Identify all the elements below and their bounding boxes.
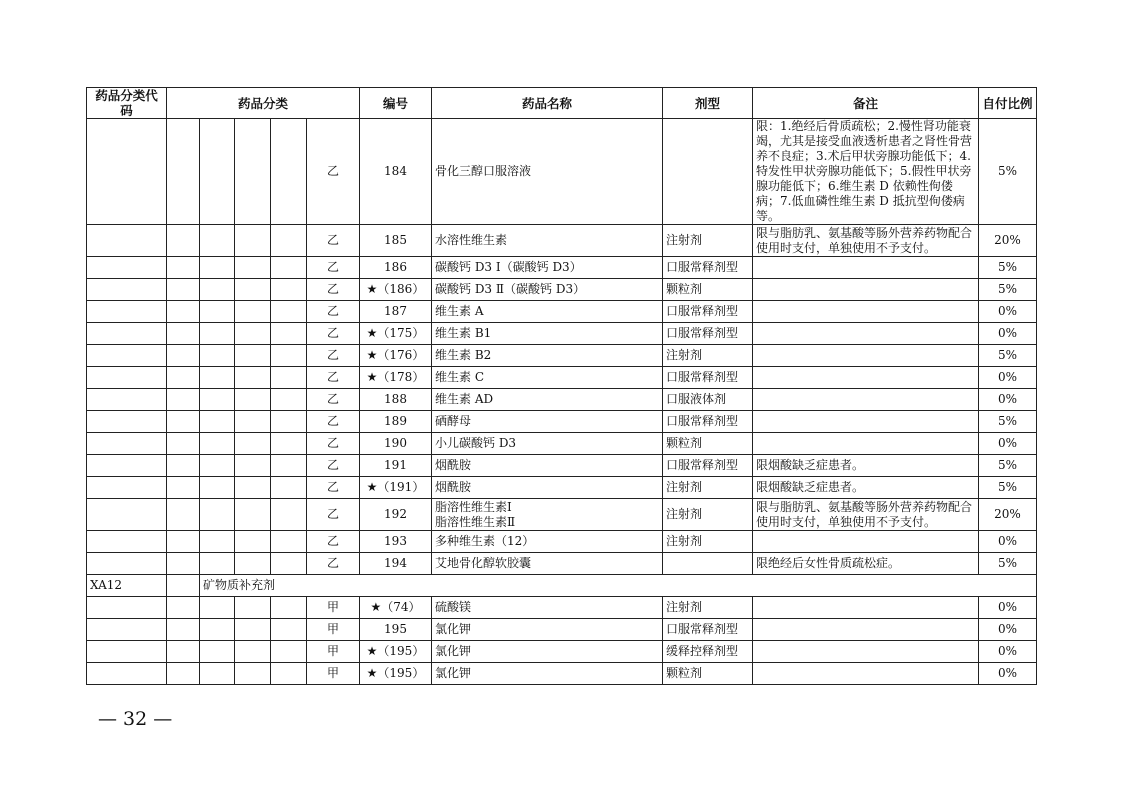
empty-category-cell: [200, 641, 235, 663]
empty-category-cell: [235, 225, 271, 257]
empty-category-cell: [200, 433, 235, 455]
empty-category-cell: [87, 257, 167, 279]
empty-category-cell: [235, 433, 271, 455]
empty-category-cell: [271, 663, 307, 685]
grade-cell: 乙: [307, 301, 360, 323]
remarks-cell: 限与脂肪乳、氨基酸等肠外营养药物配合使用时支付，单独使用不予支付。: [753, 225, 979, 257]
remarks-cell: [753, 367, 979, 389]
empty-category-cell: [235, 455, 271, 477]
copay-cell: 0%: [979, 531, 1037, 553]
copay-cell: 0%: [979, 323, 1037, 345]
name-cell: 碳酸钙 D3 Ⅱ（碳酸钙 D3）: [432, 279, 663, 301]
empty-category-cell: [235, 499, 271, 531]
empty-category-cell: [235, 389, 271, 411]
table-row: [87, 499, 1037, 531]
remarks-cell: [753, 663, 979, 685]
copay-cell: 0%: [979, 597, 1037, 619]
number-cell: 194: [360, 553, 432, 575]
name-cell: 水溶性维生素: [432, 225, 663, 257]
vitamin-rows: [87, 119, 1037, 575]
form-cell: 注射剂: [663, 225, 753, 257]
remarks-cell: [753, 641, 979, 663]
table-row: [87, 323, 1037, 345]
form-cell: 颗粒剂: [663, 279, 753, 301]
table-row: [87, 225, 1037, 257]
empty-category-cell: [167, 641, 200, 663]
form-cell: 口服常释剂型: [663, 411, 753, 433]
empty-category-cell: [200, 345, 235, 367]
table-row: [87, 367, 1037, 389]
empty-category-cell: [271, 499, 307, 531]
table-row: [87, 619, 1037, 641]
name-cell: 氯化钾: [432, 619, 663, 641]
grade-cell: 甲: [307, 619, 360, 641]
empty-category-cell: [271, 597, 307, 619]
table-row: [87, 389, 1037, 411]
empty-category-cell: [87, 499, 167, 531]
form-cell: 口服常释剂型: [663, 367, 753, 389]
name-cell: 小儿碳酸钙 D3: [432, 433, 663, 455]
copay-cell: 0%: [979, 301, 1037, 323]
grade-cell: 乙: [307, 553, 360, 575]
name-cell: 多种维生素（12）: [432, 531, 663, 553]
name-cell: 维生素 B1: [432, 323, 663, 345]
form-cell: 颗粒剂: [663, 433, 753, 455]
remarks-cell: [753, 279, 979, 301]
copay-cell: 5%: [979, 411, 1037, 433]
empty-category-cell: [87, 663, 167, 685]
section-title: 矿物质补充剂: [200, 575, 1037, 597]
form-cell: 口服液体剂: [663, 389, 753, 411]
form-cell: 注射剂: [663, 531, 753, 553]
empty-category-cell: [271, 389, 307, 411]
table-row: [87, 279, 1037, 301]
empty-category-cell: [235, 301, 271, 323]
number-cell: ★（74）: [360, 597, 432, 619]
grade-cell: 乙: [307, 367, 360, 389]
empty-category-cell: [87, 477, 167, 499]
empty-category-cell: [235, 641, 271, 663]
empty-category-cell: [167, 389, 200, 411]
empty-category-cell: [167, 455, 200, 477]
grade-cell: 乙: [307, 477, 360, 499]
empty-category-cell: [167, 345, 200, 367]
name-cell: 维生素 A: [432, 301, 663, 323]
empty-category-cell: [271, 619, 307, 641]
empty-category-cell: [167, 531, 200, 553]
remarks-cell: [753, 301, 979, 323]
number-cell: 185: [360, 225, 432, 257]
empty-category-cell: [271, 323, 307, 345]
copay-cell: 5%: [979, 279, 1037, 301]
empty-category-cell: [200, 323, 235, 345]
empty-category-cell: [200, 455, 235, 477]
empty-category-cell: [87, 279, 167, 301]
empty-category-cell: [271, 531, 307, 553]
grade-cell: 乙: [307, 411, 360, 433]
empty-category-cell: [167, 597, 200, 619]
empty-category-cell: [87, 553, 167, 575]
empty-category-cell: [200, 411, 235, 433]
empty-category-cell: [200, 389, 235, 411]
remarks-cell: [753, 257, 979, 279]
copay-cell: 0%: [979, 663, 1037, 685]
copay-cell: 0%: [979, 433, 1037, 455]
empty-category-cell: [200, 279, 235, 301]
empty-category-cell: [235, 663, 271, 685]
empty-category-cell: [87, 367, 167, 389]
remarks-cell: [753, 389, 979, 411]
number-cell: 186: [360, 257, 432, 279]
number-cell: ★（186）: [360, 279, 432, 301]
number-cell: ★（176）: [360, 345, 432, 367]
empty-category-cell: [87, 119, 167, 225]
grade-cell: 乙: [307, 389, 360, 411]
empty-category-cell: [200, 477, 235, 499]
empty-category-cell: [271, 345, 307, 367]
copay-cell: 5%: [979, 257, 1037, 279]
table-row: [87, 663, 1037, 685]
table-row: [87, 257, 1037, 279]
copay-cell: 0%: [979, 389, 1037, 411]
empty-category-cell: [235, 119, 271, 225]
empty-category-cell: [87, 301, 167, 323]
empty-category-cell: [235, 367, 271, 389]
form-cell: 口服常释剂型: [663, 455, 753, 477]
form-cell: 注射剂: [663, 597, 753, 619]
number-cell: 189: [360, 411, 432, 433]
copay-cell: 0%: [979, 367, 1037, 389]
empty-category-cell: [167, 367, 200, 389]
number-cell: ★（195）: [360, 663, 432, 685]
empty-category-cell: [167, 433, 200, 455]
name-cell: 维生素 C: [432, 367, 663, 389]
section-row-group: [87, 575, 1037, 597]
grade-cell: 乙: [307, 257, 360, 279]
grade-cell: 乙: [307, 279, 360, 301]
empty-category-cell: [271, 641, 307, 663]
number-cell: 192: [360, 499, 432, 531]
empty-category-cell: [235, 531, 271, 553]
name-cell: 脂溶性维生素Ⅰ 脂溶性维生素Ⅱ: [432, 499, 663, 531]
remarks-cell: 限：1.绝经后骨质疏松；2.慢性肾功能衰竭，尤其是接受血液透析患者之肾性骨营养不良症；3.术后甲状旁腺功能低下；4.特发性甲状旁腺功能低下；5.假性甲状旁腺功能低下；6.维生素 D 依赖性佝偻病；7.低血磷性维生素 D 抵抗型佝偻病等。: [753, 119, 979, 225]
grade-cell: 甲: [307, 641, 360, 663]
name-cell: 硫酸镁: [432, 597, 663, 619]
table-row: [87, 597, 1037, 619]
copay-cell: 5%: [979, 345, 1037, 367]
drug-catalog-table: [86, 87, 1037, 685]
empty-category-cell: [235, 597, 271, 619]
empty-category-cell: [271, 257, 307, 279]
remarks-cell: [753, 531, 979, 553]
table-row: [87, 345, 1037, 367]
mineral-rows: [87, 597, 1037, 685]
copay-cell: 5%: [979, 455, 1037, 477]
empty-category-cell: [200, 257, 235, 279]
grade-cell: 乙: [307, 225, 360, 257]
header-category: 药品分类: [167, 88, 360, 119]
copay-cell: 5%: [979, 119, 1037, 225]
name-cell: 碳酸钙 D3 Ⅰ（碳酸钙 D3）: [432, 257, 663, 279]
number-cell: 190: [360, 433, 432, 455]
empty-category-cell: [87, 345, 167, 367]
table-row: [87, 301, 1037, 323]
empty-category-cell: [200, 225, 235, 257]
empty-category-cell: [200, 119, 235, 225]
number-cell: ★（195）: [360, 641, 432, 663]
form-cell: 注射剂: [663, 499, 753, 531]
grade-cell: 甲: [307, 597, 360, 619]
empty-category-cell: [87, 455, 167, 477]
empty-category-cell: [167, 257, 200, 279]
empty-category-cell: [235, 257, 271, 279]
empty-category-cell: [235, 619, 271, 641]
grade-cell: 乙: [307, 433, 360, 455]
name-cell: 烟酰胺: [432, 477, 663, 499]
table-row: [87, 553, 1037, 575]
empty-category-cell: [167, 663, 200, 685]
number-cell: 184: [360, 119, 432, 225]
empty-category-cell: [200, 367, 235, 389]
empty-category-cell: [271, 455, 307, 477]
empty-category-cell: [271, 411, 307, 433]
header-remarks: 备注: [753, 88, 979, 119]
copay-cell: 0%: [979, 619, 1037, 641]
page-number: — 32 —: [98, 708, 173, 730]
remarks-cell: 限与脂肪乳、氨基酸等肠外营养药物配合使用时支付，单独使用不予支付。: [753, 499, 979, 531]
empty-category-cell: [235, 279, 271, 301]
remarks-cell: 限绝经后女性骨质疏松症。: [753, 553, 979, 575]
remarks-cell: [753, 411, 979, 433]
empty-category-cell: [200, 301, 235, 323]
copay-cell: 0%: [979, 641, 1037, 663]
empty-category-cell: [271, 477, 307, 499]
form-cell: 注射剂: [663, 345, 753, 367]
empty-category-cell: [271, 433, 307, 455]
empty-category-cell: [271, 301, 307, 323]
grade-cell: 乙: [307, 345, 360, 367]
header-name: 药品名称: [432, 88, 663, 119]
number-cell: ★（175）: [360, 323, 432, 345]
table-row: [87, 433, 1037, 455]
form-cell: 口服常释剂型: [663, 619, 753, 641]
name-cell: 艾地骨化醇软胶囊: [432, 553, 663, 575]
number-cell: 195: [360, 619, 432, 641]
empty-category-cell: [200, 663, 235, 685]
table-row: [87, 455, 1037, 477]
name-cell: 骨化三醇口服溶液: [432, 119, 663, 225]
copay-cell: 20%: [979, 499, 1037, 531]
form-cell: 注射剂: [663, 477, 753, 499]
name-cell: 氯化钾: [432, 663, 663, 685]
name-cell: 维生素 AD: [432, 389, 663, 411]
empty-category-cell: [167, 279, 200, 301]
remarks-cell: [753, 597, 979, 619]
grade-cell: 乙: [307, 531, 360, 553]
empty-category-cell: [167, 225, 200, 257]
name-cell: 硒酵母: [432, 411, 663, 433]
form-cell: [663, 553, 753, 575]
empty-category-cell: [87, 389, 167, 411]
form-cell: 口服常释剂型: [663, 323, 753, 345]
number-cell: 193: [360, 531, 432, 553]
copay-cell: 5%: [979, 477, 1037, 499]
form-cell: 缓释控释剂型: [663, 641, 753, 663]
copay-cell: 20%: [979, 225, 1037, 257]
table-row: [87, 119, 1037, 225]
empty-category-cell: [87, 411, 167, 433]
number-cell: 188: [360, 389, 432, 411]
empty-category-cell: [271, 279, 307, 301]
number-cell: ★（191）: [360, 477, 432, 499]
empty-category-cell: [87, 641, 167, 663]
remarks-cell: [753, 619, 979, 641]
number-cell: ★（178）: [360, 367, 432, 389]
table-row: [87, 641, 1037, 663]
grade-cell: 乙: [307, 455, 360, 477]
remarks-cell: 限烟酸缺乏症患者。: [753, 455, 979, 477]
empty-category-cell: [167, 499, 200, 531]
copay-cell: 5%: [979, 553, 1037, 575]
remarks-cell: 限烟酸缺乏症患者。: [753, 477, 979, 499]
empty-category-cell: [167, 301, 200, 323]
empty-category-cell: [167, 323, 200, 345]
name-cell: 氯化钾: [432, 641, 663, 663]
table-row: [87, 477, 1037, 499]
table-row: [87, 531, 1037, 553]
empty-category-cell: [235, 477, 271, 499]
empty-category-cell: [87, 619, 167, 641]
empty-category-cell: [235, 553, 271, 575]
section-row: [87, 575, 1037, 597]
empty-category-cell: [167, 553, 200, 575]
empty-category-cell: [87, 323, 167, 345]
empty-category-cell: [271, 119, 307, 225]
header-code: 药品分类代码: [87, 88, 167, 119]
header-number: 编号: [360, 88, 432, 119]
section-code: XA12: [87, 575, 167, 597]
empty-category-cell: [167, 119, 200, 225]
name-cell: 维生素 B2: [432, 345, 663, 367]
empty-category-cell: [271, 553, 307, 575]
header-copay: 自付比例: [979, 88, 1037, 119]
remarks-cell: [753, 323, 979, 345]
empty-category-cell: [167, 411, 200, 433]
empty-category-cell: [167, 477, 200, 499]
empty-category-cell: [271, 367, 307, 389]
grade-cell: 乙: [307, 323, 360, 345]
form-cell: [663, 119, 753, 225]
number-cell: 187: [360, 301, 432, 323]
remarks-cell: [753, 433, 979, 455]
empty-category-cell: [200, 597, 235, 619]
form-cell: 颗粒剂: [663, 663, 753, 685]
empty-category-cell: [235, 345, 271, 367]
empty-category-cell: [235, 323, 271, 345]
form-cell: 口服常释剂型: [663, 301, 753, 323]
empty-category-cell: [200, 531, 235, 553]
header-form: 剂型: [663, 88, 753, 119]
remarks-cell: [753, 345, 979, 367]
number-cell: 191: [360, 455, 432, 477]
name-cell: 烟酰胺: [432, 455, 663, 477]
empty-category-cell: [87, 433, 167, 455]
form-cell: 口服常释剂型: [663, 257, 753, 279]
grade-cell: 甲: [307, 663, 360, 685]
grade-cell: 乙: [307, 119, 360, 225]
table-row: [87, 411, 1037, 433]
empty-category-cell: [200, 553, 235, 575]
empty-category-cell: [87, 531, 167, 553]
empty-category-cell: [87, 597, 167, 619]
empty-category-cell: [167, 619, 200, 641]
empty-category-cell: [235, 411, 271, 433]
grade-cell: 乙: [307, 499, 360, 531]
empty-category-cell: [271, 225, 307, 257]
empty-category-cell: [200, 619, 235, 641]
empty-category-cell: [200, 499, 235, 531]
empty-category-cell: [87, 225, 167, 257]
